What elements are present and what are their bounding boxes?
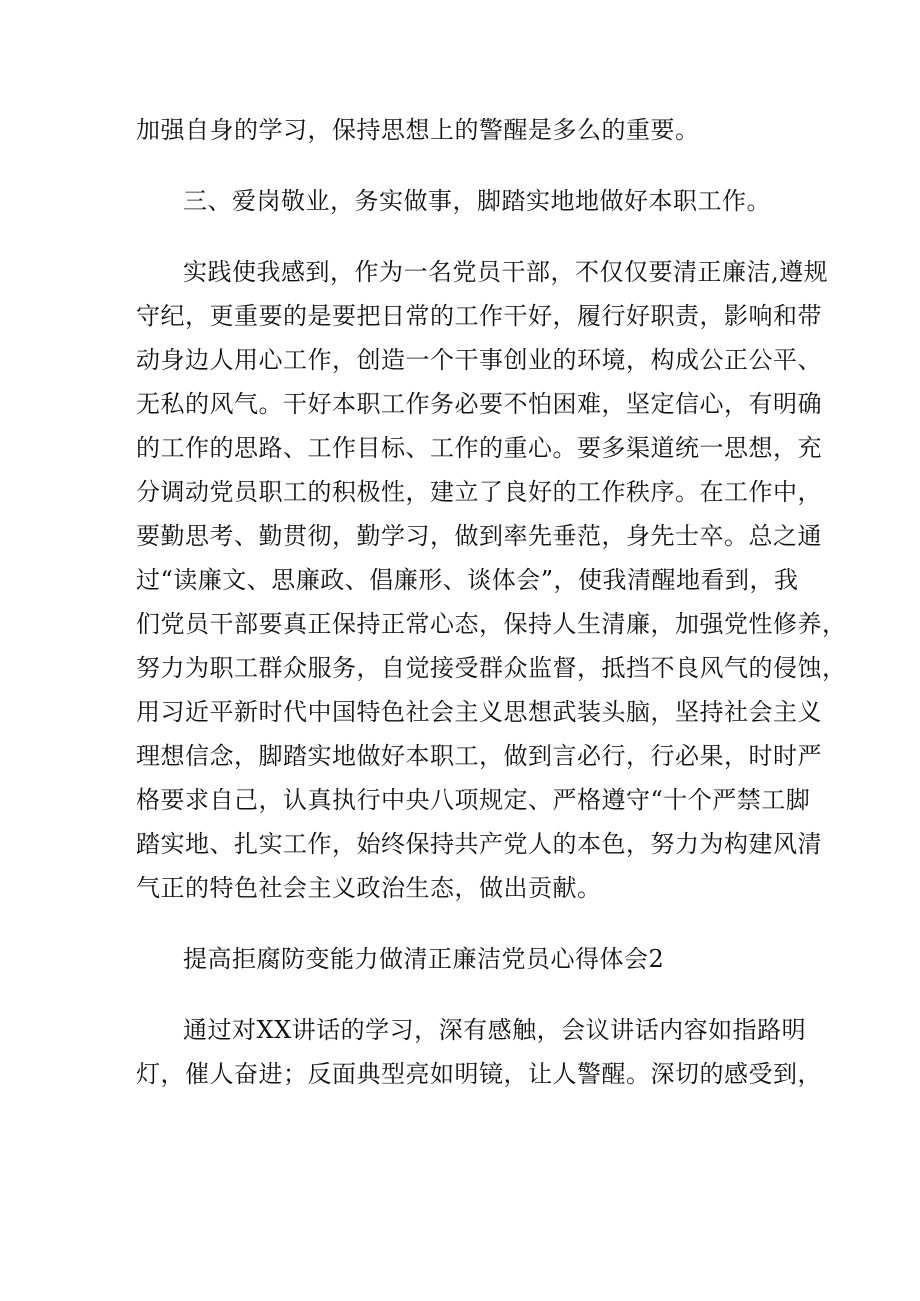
text-line: 灯，催人奋进；反面典型亮如明镜，让人警醒。深切的感受到， <box>136 1060 822 1088</box>
text-line: 踏实地、扎实工作，始终保持共产党人的本色，努力为构建风清 <box>136 830 822 858</box>
text-line: 理想信念，脚踏实地做好本职工，做到言必行，行必果，时时严 <box>136 742 822 770</box>
text-line: 无私的风气。干好本职工作务必要不怕困难，坚定信心，有明确 <box>136 390 822 418</box>
text-line: 过“读廉文、思廉政、倡廉形、谈体会”，使我清醒地看到，我 <box>136 566 799 594</box>
text-line: 要勤思考、勤贯彻，勤学习，做到率先垂范，身先士卒。总之通 <box>136 522 822 550</box>
text-line: 动身边人用心工作，创造一个干事创业的环境，构成公正公平、 <box>136 346 822 374</box>
text-line: 努力为职工群众服务，自觉接受群众监督，抵挡不良风气的侵蚀， <box>136 654 847 682</box>
text-line: 们党员干部要真正保持正常心态，保持人生清廉，加强党性修养， <box>136 610 847 638</box>
text-line: 格要求自己，认真执行中央八项规定、严格遵守“十个严禁工脚 <box>136 786 811 814</box>
text-line: 气正的特色社会主义政治生态，做出贡献。 <box>136 874 602 902</box>
text-line: 实践使我感到，作为一名党员干部，不仅仅要清正廉洁,遵规 <box>183 258 829 286</box>
text-line: 守纪，更重要的是要把日常的工作干好，履行好职责，影响和带 <box>136 302 822 330</box>
section-title: 提高拒腐防变能力做清正廉洁党员心得体会2 <box>183 945 665 973</box>
text-line: 的工作的思路、工作目标、工作的重心。要多渠道统一思想，充 <box>136 434 822 462</box>
text-line: 用习近平新时代中国特色社会主义思想武装头脑，坚持社会主义 <box>136 698 822 726</box>
section-heading: 三、爱岗敬业，务实做事，脚踏实地地做好本职工作。 <box>183 187 771 215</box>
text-line: 通过对XX讲话的学习，深有感触，会议讲话内容如指路明 <box>183 1016 807 1044</box>
text-line: 分调动党员职工的积极性，建立了良好的工作秩序。在工作中， <box>136 478 822 506</box>
text-line: 加强自身的学习，保持思想上的警醒是多么的重要。 <box>136 116 700 144</box>
